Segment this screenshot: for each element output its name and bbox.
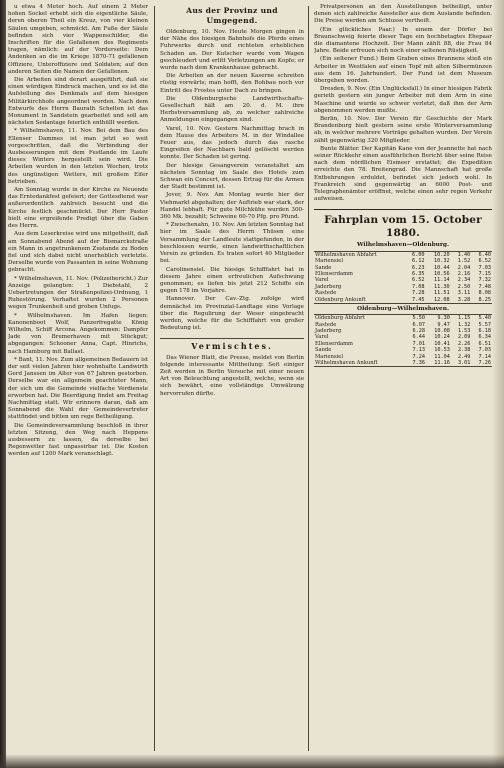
article-paragraph: (Ein glückliches Paar.) In einem der Dörfer bei Braunschweig feierte dieser Tage ein hochbetagtes Ehepaar die diamantene Hochzeit. Der Mann zählt 88, die Frau 84 Jahre. Beide erfreuen sich noch einer seltenen Rüstigkeit. (314, 26, 492, 55)
timetable-table (314, 314, 492, 367)
article-paragraph: u etwa 4 Meter hoch. Auf einem 2 Meter hohen Sockel erhebt sich die eigentliche Säule, deren oberen Theil ein Kreuz, von vier kleinen Säulen umgeben, schmückt. Am Fuße der Säule befinden sich vier Wappenschilder, die Inschriften für die Gefallenen des Regiments tragen, nämlich: auf der Vorderseite: Dem Andenken an die im Kriege 1870-71 gefallenen Offiziere, Unteroffiziere und Soldaten; auf den anderen Seiten die Namen der Gefallenen. (8, 4, 148, 75)
departure-time: 10.24 (434, 334, 450, 341)
departure-time: 6.51 (478, 340, 491, 347)
departure-time: 7.03 (478, 264, 491, 271)
column-middle (160, 4, 304, 754)
departure-time: 5.40 (478, 315, 491, 322)
scan-edge (0, 754, 504, 768)
article-paragraph: Berlin, 10. Nov. Der Verein für Geschichte der Mark Brandenburg hielt gestern seine erste Winterversammlung ab, in welcher mehrere Vorträge gehalten wurden. Der Verein zählt gegenwärtig 320 Mitglieder. (314, 116, 492, 144)
departure-time: 1.52 (457, 258, 471, 265)
section-heading: Aus der Provinz und Umgegend. (186, 6, 278, 25)
station-name: Rastede (315, 321, 337, 328)
departure-time: 6.18 (478, 327, 491, 334)
article-paragraph: * Wilhelmshaven. Im Hafen liegen: Kanonenboot Wolf, Panzerfregatte König Wilhelm, Schiff Arcona. Angekommen: Dampfer Jade von Bremerhaven mit Stückgut; abgegangen: Schooner Anna, Capt. Hinrichs, nach Hamburg mit Ballast. (8, 312, 148, 355)
article-paragraph: Hannover. Der Cav.-Ztg. zufolge wird demnächst im Provinzial-Landtage eine Vorlage über die Regulirung der Weser eingebracht werden, welche für die Schifffahrt von großer Bedeutung ist. (160, 296, 304, 332)
departure-time: 3.01 (457, 359, 471, 366)
departure-time: 5.57 (478, 321, 491, 328)
timetable-row (314, 315, 492, 322)
departure-time: 6.12 (411, 258, 425, 265)
article-paragraph: Varel, 10. Nov. Gestern Nachmittag brach in dem Hause des Arbeiters M. in der Windallee Feuer aus, das jedoch durch das rasche Eingreifen der Nachbarn bald gelöscht werden konnte. Der Schaden ist gering. (160, 125, 304, 161)
departure-time: 11.16 (434, 359, 450, 366)
departure-time: 7.14 (478, 353, 491, 360)
article-paragraph: Am Sonntag wurde in der Kirche zu Neuende das Erntedankfest gefeiert; der Gottesdienst war außerordentlich zahlreich besucht und die Kirche festlich geschmückt. Der Herr Pastor hielt eine ergreifende Predigt über die Gaben des Herrn. (8, 187, 148, 230)
departure-time: 10.53 (434, 347, 450, 354)
article-paragraph: Die Oldenburgische Landwirthschafts-Gesellschaft hält am 20. d. M. ihre Herbstversammlung ab, zu welcher zahlreiche Anmeldungen eingegangen sind. (160, 95, 304, 124)
departure-time: 9.47 (437, 321, 450, 328)
article-paragraph: Die Arbeiten sind derart ausgeführt, daß sie einen würdigen Eindruck machen, und es ist die Aufstellung des Denkmals auf dem hiesigen Militärkirchhofe angeordnet worden. Nach dem Entwurfe des Herrn Baurath Schelten ist das Monument in Sandstein gearbeitet und soll am nächsten Sedantage feierlich enthüllt werden. (8, 77, 148, 127)
timetable-row (314, 251, 492, 258)
departure-time: 8.08 (478, 290, 491, 297)
article-paragraph: * Zwischenahn, 10. Nov. Am letzten Sonntag hat hier im Saale des Herrn Thüsen eine Versammlung der Landleute stattgefunden, in der beschlossen wurde, einen landwirthschaftlichen Verein zu gründen. Es traten sofort 40 Mitglieder bei. (160, 222, 304, 265)
departure-time: 8.25 (478, 296, 491, 303)
station-name: Varel (315, 277, 329, 284)
article-paragraph: Privatpersonen an den Ausstellungen betheiligt, unter denen sich zahlreiche Aussteller aus dem Auslande befinden. Die Preise werden am Schlusse vertheilt. (314, 4, 492, 25)
departure-time: 10.41 (434, 340, 450, 347)
departure-time: 1.32 (457, 321, 471, 328)
article-paragraph: * Bant, 11. Nov. Zum allgemeinen Bedauern ist der seit vielen Jahren hier wohnhafte Landwirth Gerd Janssen im Alter von 67 Jahren gestorben. Derselbe war ein allgemein geachteter Mann, der sich um die Gemeinde vielfache Verdienste erworben hat. Die Beerdigung findet am Freitag Nachmittag statt. Wir erinnern daran, daß am Sonnabend die Wahl der Gemeindevertreter stattfindet und bitten um rege Betheiligung. (8, 356, 148, 421)
station-name: Wilhelmshaven Ankunft (315, 359, 378, 366)
scan-edge (0, 0, 6, 768)
station-name: Ellenserdamm (315, 340, 353, 347)
departure-time: 6.44 (412, 334, 425, 341)
timetable-title: Fahrplan vom 15. October 1880. (314, 209, 492, 240)
departure-time: 7.36 (412, 359, 425, 366)
departure-time: 7.08 (411, 283, 425, 290)
departure-time: 11.14 (433, 277, 450, 284)
timetable-row (314, 297, 492, 304)
timetable-route: Oldenburg—Wilhelmshaven. (357, 305, 449, 312)
station-name: Mariensiel (315, 258, 344, 265)
departure-time: 7.24 (412, 353, 425, 360)
article-paragraph: Die Arbeiten an der neuen Kaserne schreiten rüstig vorwärts; man hofft, den Rohbau noch vor Eintritt des Frostes unter Dach zu bringen. (160, 73, 304, 94)
article-paragraph: (Ein seltener Fund.) Beim Graben eines Brunnens stieß ein Arbeiter in Westfalen auf einen Topf mit alten Silbermünzen aus dem 16. Jahrhundert. Der Fund ist dem Museum übergeben worden. (314, 56, 492, 85)
departure-time: 1.15 (457, 315, 471, 322)
departure-time: 6.40 (478, 251, 491, 258)
departure-time: 2.38 (457, 347, 471, 354)
column-rule (154, 6, 155, 751)
station-name: Wilhelmshaven Abfahrt (315, 251, 377, 258)
article-paragraph: * Wilhelmshaven, 11. Nov. Bei dem Bau des Ellenser Dammes ist man jetzt so weit vorgeschritten, daß die Verbindung der Ausbesserungen mit dem Festlande im Laufe dieses Winters hergestellt sein wird. Die Arbeiten wurden in den letzten Wochen, trotz des ungünstigen Wetters, mit großem Eifer betrieben. (8, 128, 148, 185)
departure-time: 7.01 (412, 340, 425, 347)
departure-time: 6.52 (411, 277, 425, 284)
departure-time: 3.28 (457, 296, 471, 303)
departure-time: 7.45 (411, 296, 425, 303)
timetable-route: Wilhelmshaven—Oldenburg. (357, 242, 449, 249)
timetable-row (314, 360, 492, 367)
departure-time: 11.30 (433, 283, 450, 290)
station-name: Sande (315, 264, 332, 271)
station-name: Oldenburg Abfahrt (315, 315, 365, 322)
departure-time: 6.52 (478, 258, 491, 265)
departure-time: 10.08 (434, 327, 450, 334)
departure-time: 1.40 (457, 251, 471, 258)
article-paragraph: Bunte Blätter. Der Kapitän Kane von der Jeannette hat nach seiner Rückkehr einen ausführlichen Bericht über seine Reise nach dem nördlichen Eismeer erstattet; die Expedition erreichte den 78. Breitengrad. Die Mannschaft hat große Entbehrungen erduldet, befindet sich jedoch wohl. In Frankreich sind gegenwärtig an 6000 Post- und Telegraphenämter eröffnet, welche einen sehr regen Verkehr aufweisen. (314, 145, 492, 203)
departure-time: 6.28 (412, 327, 425, 334)
departure-time: 6.35 (411, 270, 425, 277)
departure-time: 11.04 (434, 353, 450, 360)
column-rule (308, 6, 309, 751)
departure-time: 7.48 (478, 283, 491, 290)
departure-time: 5.50 (412, 315, 425, 322)
article-paragraph: Dresden, 9. Nov. (Ein Unglücksfall.) In einer hiesigen Fabrik gerieth gestern ein junger Arbeiter mit dem Arm in eine Maschine und wurde so schwer verletzt, daß ihm der Arm abgenommen werden mußte. (314, 86, 492, 114)
station-name: Sande (315, 347, 332, 354)
departure-time: 11.51 (433, 290, 450, 297)
departure-time: 7.13 (412, 347, 425, 354)
column-left (8, 4, 148, 754)
departure-time: 12.08 (433, 296, 450, 303)
article-paragraph: Carolinensiel. Die hiesige Schifffahrt hat in diesem Jahre einen erfreulichen Aufschwung genommen; es liefen bis jetzt 212 Schiffe ein gegen 178 im Vorjahre. (160, 266, 304, 295)
station-name: Ellenserdamm (315, 270, 353, 277)
station-name: Mariensiel (315, 353, 344, 360)
departure-time: 6.07 (412, 321, 425, 328)
departure-time: 7.03 (478, 347, 491, 354)
article-paragraph: Oldenburg, 10. Nov. Heute Morgen gingen in der Nähe des hiesigen Bahnhofs die Pferde eines Fuhrwerks durch und richteten erheblichen Schaden an. Der Kutscher wurde vom Wagen geschleudert und erlitt Verletzungen am Kopfe; er wurde nach dem Krankenhause gebracht. (160, 29, 304, 72)
departure-time: 3.11 (457, 290, 471, 297)
departure-time: 6.34 (478, 334, 491, 341)
station-name: Rastede (315, 290, 337, 297)
station-name: Oldenburg Ankunft (315, 296, 366, 303)
article-paragraph: Die Gemeindeversammlung beschloß in ihrer letzten Sitzung, den Weg nach Heppens ausbessern zu lassen, da derselbe bei Regenwetter fast unpassirbar ist. Die Kosten werden auf 1200 Mark veranschlagt. (8, 422, 148, 458)
departure-time: 2.16 (457, 270, 471, 277)
article-paragraph: Aus dem Leserkreise wird uns mitgetheilt, daß am Sonnabend Abend auf der Bismarckstraße ein Mann in angetrunkenem Zustande zu Boden fiel und sich dabei nicht unerheblich verletzte. Derselbe wurde von Passanten in seine Wohnung gebracht. (8, 231, 148, 274)
article-paragraph: Der hiesige Gesangverein veranstaltet am nächsten Sonntag im Saale des Hotels zum Schwan ein Concert, dessen Ertrag für die Armen der Stadt bestimmt ist. (160, 162, 304, 191)
departure-time: 7.28 (411, 290, 425, 297)
article-paragraph: Jever, 9. Nov. Am Montag wurde hier der Viehmarkt abgehalten; der Auftrieb war stark, der Handel lebhaft. Für gute Milchkühe wurden 300-360 Mk. bezahlt; Schweine 60-70 Pfg. pro Pfund. (160, 192, 304, 221)
departure-time: 9.30 (437, 315, 450, 322)
station-name: Jaderberg (315, 283, 342, 290)
departure-time: 1.53 (457, 327, 471, 334)
article-paragraph: * Wilhelmshaven, 11. Nov. (Polizeibericht.) Zur Anzeige gelangten: 1 Diebstahl, 2 Uebertretungen der Straßenpolizei-Ordnung, 1 Ruhestörung. Verhaftet wurden 2 Personen wegen Trunkenheit und groben Unfugs. (8, 275, 148, 311)
vermischtes-heading: Vermischtes. (160, 338, 304, 350)
departure-time: 2.50 (457, 283, 471, 290)
departure-time: 2.04 (457, 264, 471, 271)
departure-time: 2.49 (457, 353, 471, 360)
article-paragraph: Das Wiener Blatt, die Presse, meldet von Berlin folgende interessante Mittheilung: Seit einiger Zeit werden in Berlin Versuche mit einer neuen Art von Beleuchtung angestellt, welche, wenn sie sich bewährt, eine vollständige Umwälzung hervorrufen dürfte. (160, 354, 304, 397)
column-right (314, 4, 492, 754)
station-name: Jaderberg (315, 327, 342, 334)
departure-time: 7.15 (478, 270, 491, 277)
departure-time: 2.26 (457, 340, 471, 347)
station-name: Varel (315, 334, 329, 341)
departure-time: 6.23 (411, 264, 425, 271)
departure-time: 2.09 (457, 334, 471, 341)
departure-time: 6.00 (411, 251, 425, 258)
departure-time: 10.32 (433, 258, 450, 265)
departure-time: 10.20 (433, 251, 450, 258)
departure-time: 7.26 (478, 359, 491, 366)
departure-time: 2.34 (457, 277, 471, 284)
timetable-table (314, 251, 492, 304)
page-shadow (492, 0, 504, 768)
departure-time: 10.44 (433, 264, 450, 271)
departure-time: 10.56 (433, 270, 450, 277)
departure-time: 7.32 (478, 277, 491, 284)
